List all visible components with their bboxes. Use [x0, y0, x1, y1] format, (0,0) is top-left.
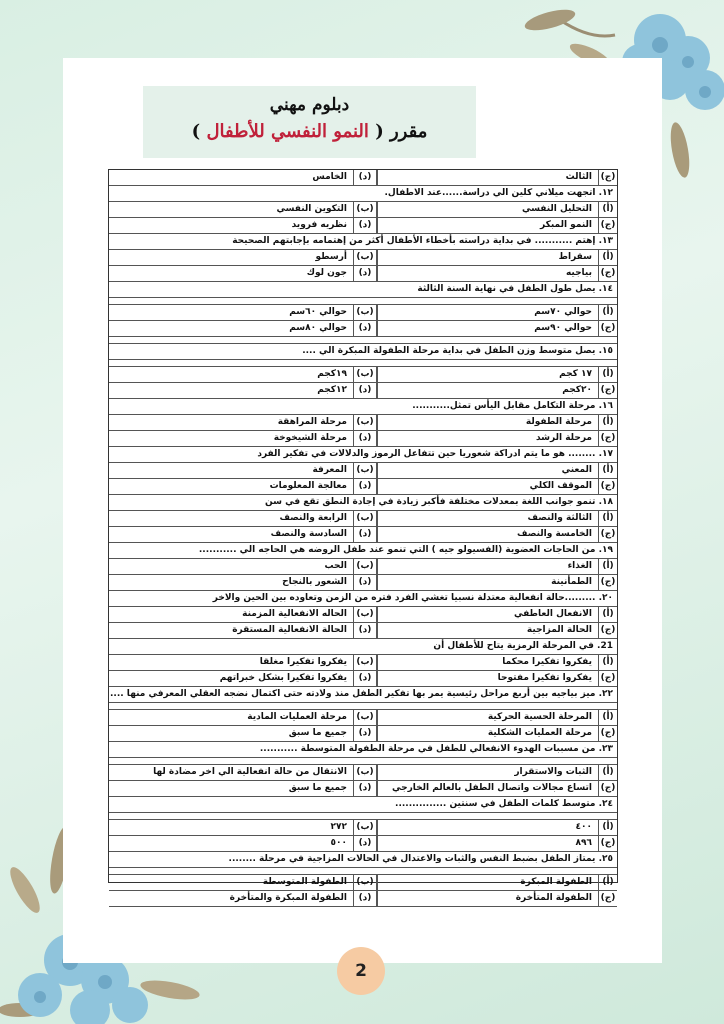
option-text: الثالثة والنصف [377, 511, 598, 526]
answer-row [109, 836, 617, 852]
option-text: ٥٠٠ [330, 838, 347, 848]
option-letter: (ب) [353, 765, 377, 780]
answer-row [109, 671, 617, 687]
option-letter: (ج) [598, 479, 617, 494]
question-text: ١٥. يصل متوسط وزن الطفل في بداية مرحلة الطفولة المبكرة الي .... [109, 344, 617, 360]
answer-row [109, 415, 617, 431]
answer-row [109, 431, 617, 447]
answer-row [109, 891, 617, 907]
course-name: النمو النفسي للأطفال [206, 121, 369, 142]
option-letter: (ب) [353, 655, 377, 670]
option-letter: (ب) [353, 250, 377, 265]
option-text: الثالث [377, 170, 598, 185]
answer-row [109, 765, 617, 781]
option-letter: (أ) [598, 367, 617, 382]
answer-row [109, 559, 617, 575]
document-page [63, 58, 662, 963]
option-text: الطفولة المتوسطة [262, 877, 347, 887]
option-letter: (ج) [598, 726, 617, 741]
option-text: الرابعة والنصف [279, 513, 347, 523]
option-letter: (أ) [598, 710, 617, 725]
option-text: يفكروا تفكيرا مفتوحا [377, 671, 598, 686]
option-letter: (د) [353, 623, 377, 638]
answer-row [109, 623, 617, 639]
option-letter: (أ) [598, 415, 617, 430]
option-letter: (ب) [353, 463, 377, 478]
option-letter: (ب) [353, 367, 377, 382]
option-text: الانتقال من حالة انفعالية الي اخر مضادة لها [153, 767, 347, 777]
option-text: سقراط [377, 250, 598, 265]
option-text: ٢٧٢ [330, 822, 347, 832]
option-text: الثبات والاستقرار [377, 765, 598, 780]
option-text: الشعور بالنجاح [282, 577, 347, 587]
option-letter: (د) [353, 321, 377, 336]
answer-row [109, 527, 617, 543]
option-letter: (د) [353, 266, 377, 281]
question-text: ٢٠. .........حالة انفعالية معتدلة نسبيا تغشي الفرد فتره من الزمن وتعاوده بين الحين والاخر [109, 591, 617, 607]
option-letter: (د) [353, 527, 377, 542]
option-letter: (أ) [598, 765, 617, 780]
question-text: ١٣. إهتم ........... في بداية دراسته بأخطاء الأطفال أكثر من إهتمامه بإجابتهم الصحيحة [109, 234, 617, 250]
option-letter: (د) [353, 218, 377, 233]
option-text: الخامسة والنصف [377, 527, 598, 542]
option-text: الحالة الانفعالية المستقرة [232, 625, 347, 635]
option-letter: (أ) [598, 875, 617, 890]
option-text: ٤٠٠ [377, 820, 598, 835]
banner-course-title [143, 121, 476, 142]
question-text: 21. في المرحلة الرمزية يتاح للأطفال أن [109, 639, 617, 655]
question-text: ١٨. تنمو جوانب اللغة بمعدلات مختلفة فأكبر زيادة في إجادة النطق تقع في سن [109, 495, 617, 511]
option-letter: (أ) [598, 463, 617, 478]
option-text: الحاله الانفعالية المزمنة [242, 609, 347, 619]
option-text: التحليل النفسي [377, 202, 598, 217]
answer-row [109, 479, 617, 495]
option-text: المعني [377, 463, 598, 478]
option-letter: (أ) [598, 559, 617, 574]
option-letter: (ج) [598, 266, 617, 281]
option-text: الطفولة المتأخرة [377, 891, 598, 906]
option-text: ٨٩٦ [377, 836, 598, 851]
option-text: الطمأنينة [377, 575, 598, 590]
option-letter: (ج) [598, 781, 617, 796]
option-letter: (ب) [353, 559, 377, 574]
option-letter: (د) [353, 671, 377, 686]
question-text: ١٩. من الحاجات العضوية (الفسيولو جيه ) التي تنمو عند طفل الروضه هي الحاجه الي ........... [109, 543, 617, 559]
option-letter: (أ) [598, 511, 617, 526]
answer-row [109, 218, 617, 234]
question-text: ٢٥. يمتاز الطفل بضبط النفس والثبات والاعتدال في الحالات المزاجية في مرحلة ........ [109, 852, 617, 868]
option-letter: (ج) [598, 218, 617, 233]
option-text: التكوين النفسي [276, 204, 347, 214]
option-letter: (ب) [353, 710, 377, 725]
spacer-row [109, 758, 617, 765]
answer-row [109, 463, 617, 479]
option-text: الطفولة المبكرة والمتأخرة [229, 893, 347, 903]
option-text: النمو المبكر [377, 218, 598, 233]
option-letter: (أ) [598, 202, 617, 217]
option-text: حوالي ٧٠سم [377, 305, 598, 320]
option-text: مرحلة العمليات الشكلية [377, 726, 598, 741]
option-text: جون لوك [306, 268, 347, 278]
answer-row [109, 383, 617, 399]
answer-row [109, 305, 617, 321]
option-text: السادسة والنصف [270, 529, 347, 539]
answer-row [109, 781, 617, 797]
answer-row [109, 250, 617, 266]
option-letter: (د) [353, 891, 377, 906]
option-text: نظريه فرويد [291, 220, 347, 230]
answer-row [109, 726, 617, 742]
option-letter: (ج) [598, 891, 617, 906]
option-text: مرحلة المراهقة [277, 417, 347, 427]
question-text: ٢٢. ميز بياجيه بين أربع مراحل رئيسية يمر بها تفكير الطفل منذ ولادته حتى اكتمال نضجه العقلي المعرفي منها .... [109, 687, 617, 703]
question-text: ١٢. اتجهت ميلاني كلين الي دراسة......عند الاطفال. [109, 186, 617, 202]
option-letter: (ب) [353, 305, 377, 320]
option-letter: (ج) [598, 527, 617, 542]
answer-row [109, 202, 617, 218]
option-text: أرسطو [315, 252, 347, 262]
option-letter: (د) [353, 383, 377, 398]
option-text: جميع ما سبق [288, 783, 347, 793]
option-text: المعرفة [312, 465, 347, 475]
option-text: معالجة المعلومات [269, 481, 347, 491]
answer-row [109, 575, 617, 591]
answer-row [109, 266, 617, 282]
option-letter: (أ) [598, 820, 617, 835]
option-letter: (ب) [353, 820, 377, 835]
option-text: الحالة المزاجية [377, 623, 598, 638]
question-text: ١٦. مرحلة التكامل مقابل اليأس تمثل........... [109, 399, 617, 415]
course-suffix: ) [191, 121, 207, 142]
option-text: المرحلة الحسية الحركية [377, 710, 598, 725]
option-letter: (د) [353, 431, 377, 446]
option-letter: (أ) [598, 655, 617, 670]
option-letter: (ج) [598, 321, 617, 336]
option-text: الحب [324, 561, 347, 571]
option-letter: (أ) [598, 607, 617, 622]
answer-row [109, 875, 617, 891]
option-letter: (أ) [598, 305, 617, 320]
answer-row [109, 511, 617, 527]
course-banner [143, 86, 476, 158]
spacer-row [109, 813, 617, 820]
option-letter: (ج) [598, 836, 617, 851]
option-text: الغذاء [377, 559, 598, 574]
option-text: يفكروا تفكيرا محكما [377, 655, 598, 670]
banner-diploma-title: دبلوم مهني [269, 95, 350, 115]
option-letter: (أ) [598, 250, 617, 265]
question-text: ٢٣. من مسببات الهدوء الانفعالي للطفل في مرحلة الطفولة المتوسطة ........... [109, 742, 617, 758]
option-letter: (د) [353, 170, 377, 185]
option-text: ١٩كجم [317, 369, 347, 379]
option-text: حوالي ٦٠سم [289, 307, 347, 317]
option-text: حوالي ٨٠سم [289, 323, 347, 333]
answer-row [109, 321, 617, 337]
option-letter: (ج) [598, 431, 617, 446]
answer-row [109, 607, 617, 623]
question-text: ١٧. ........ هو ما يتم ادراكة شعوريا حين تتفاعل الرموز والدلالات في تفكير الفرد [109, 447, 617, 463]
exam-questions-table [108, 169, 618, 903]
answer-row [109, 655, 617, 671]
option-letter: (د) [353, 836, 377, 851]
course-prefix: مقرر ( [368, 121, 428, 142]
option-text: ١٢كجم [317, 385, 347, 395]
spacer-row [109, 703, 617, 710]
option-letter: (د) [353, 726, 377, 741]
option-letter: (ج) [598, 575, 617, 590]
option-text: الموقف الكلي [377, 479, 598, 494]
option-text: الانفعال العاطفي [377, 607, 598, 622]
option-text: مرحلة الطفولة [377, 415, 598, 430]
option-letter: (ج) [598, 170, 617, 185]
answer-row [109, 170, 617, 186]
answer-row [109, 367, 617, 383]
option-text: مرحلة العمليات المادية [247, 712, 347, 722]
question-text: ٢٤. متوسط كلمات الطفل في سنتين ............... [109, 797, 617, 813]
option-letter: (ب) [353, 875, 377, 890]
spacer-row [109, 298, 617, 305]
option-text: يفكروا تفكيرا مغلقا [259, 657, 347, 667]
option-text: مرحلة الشيخوخة [273, 433, 347, 443]
page-number-badge: 2 [337, 947, 385, 995]
option-text: ٢٠كجم [377, 383, 598, 398]
option-text: الطفولة المبكرة [377, 875, 598, 890]
option-text: مرحلة الرشد [377, 431, 598, 446]
option-letter: (د) [353, 781, 377, 796]
option-text: ١٧ كجم [377, 367, 598, 382]
spacer-row [109, 868, 617, 875]
option-letter: (ب) [353, 511, 377, 526]
option-text: بياجيه [377, 266, 598, 281]
spacer-row [109, 360, 617, 367]
option-letter: (ج) [598, 623, 617, 638]
question-text: ١٤. يصل طول الطفل في نهاية السنة الثالثة [109, 282, 617, 298]
spacer-row [109, 337, 617, 344]
option-text: حوالي ٩٠سم [377, 321, 598, 336]
option-letter: (د) [353, 575, 377, 590]
answer-row [109, 710, 617, 726]
answer-row [109, 820, 617, 836]
option-letter: (ب) [353, 202, 377, 217]
option-text: يفكروا تفكيرا بشكل خبراتهم [219, 673, 347, 683]
option-text: الخامس [312, 172, 347, 182]
option-text: جميع ما سبق [288, 728, 347, 738]
option-letter: (ب) [353, 415, 377, 430]
option-letter: (ج) [598, 671, 617, 686]
option-letter: (ب) [353, 607, 377, 622]
option-letter: (د) [353, 479, 377, 494]
option-letter: (ج) [598, 383, 617, 398]
option-text: اتساع مجالات واتصال الطفل بالعالم الخارجي [377, 781, 598, 796]
